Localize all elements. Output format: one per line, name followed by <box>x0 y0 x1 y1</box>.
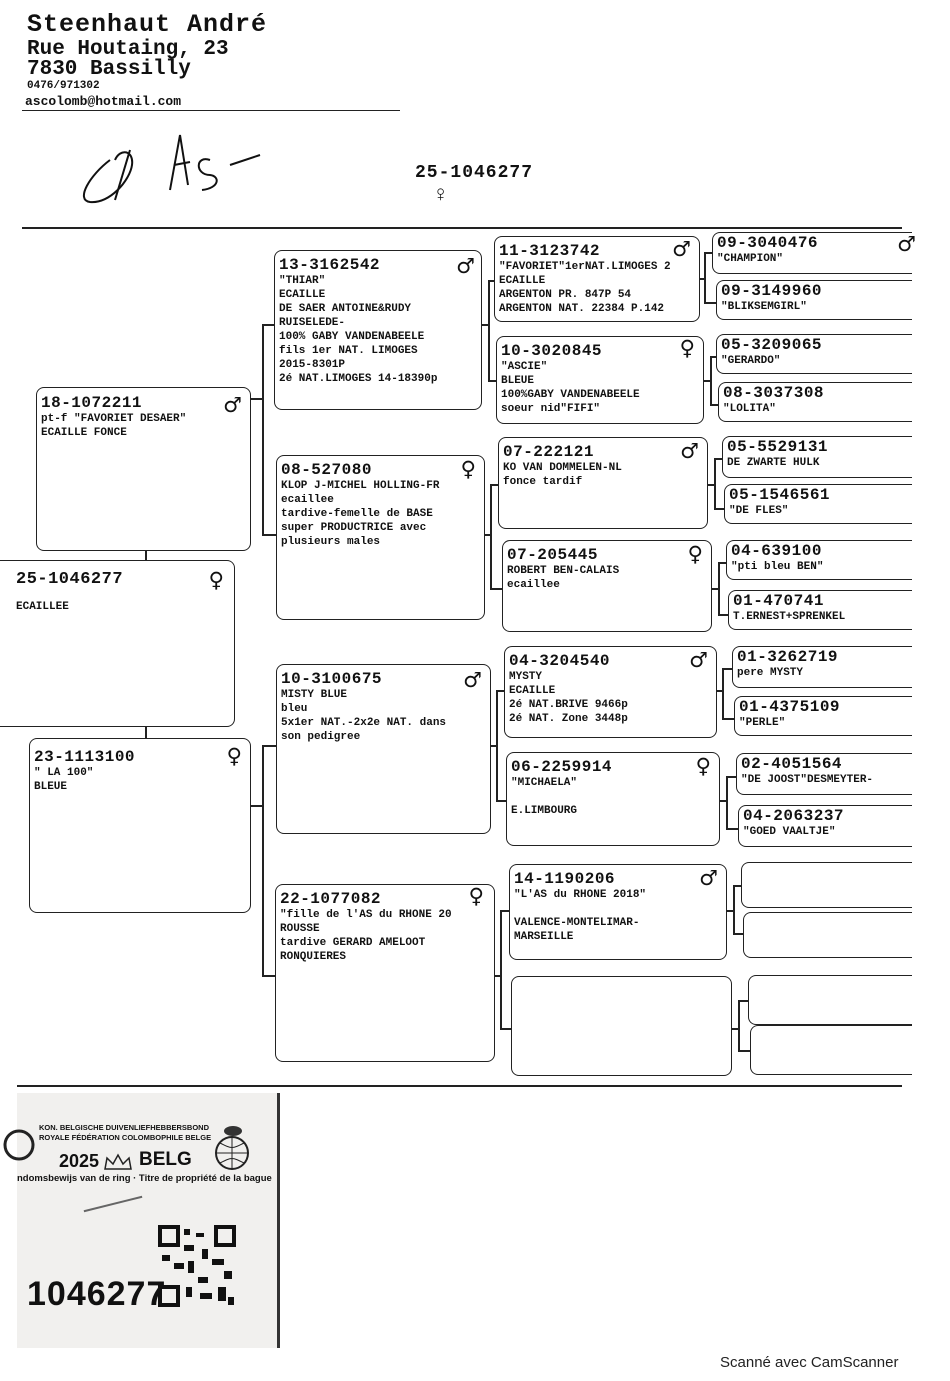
card-line: plusieurs males <box>281 536 381 548</box>
card-line: MISTY BLUE <box>281 689 348 701</box>
card-line: 2é NAT.LIMOGES 14-18390p <box>279 373 438 385</box>
ring-number: 08-3037308 <box>723 384 825 402</box>
ring-number: 04-639100 <box>731 542 822 560</box>
pedigree-card-dam-sire <box>276 664 491 834</box>
card-line: VALENCE-MONTELIMAR- <box>514 917 640 929</box>
connector <box>722 668 732 670</box>
connector <box>722 718 734 720</box>
pedigree-title-ring: 25-1046277 <box>415 163 534 183</box>
connector <box>726 776 728 828</box>
pedigree-card-sire-sire <box>274 250 482 410</box>
female-icon: ♀ <box>208 568 224 592</box>
connector <box>500 910 502 1028</box>
male-icon: ♂ <box>897 232 916 256</box>
pedigree-card-gen4 <box>712 232 916 274</box>
ring-number: 14-1190206 <box>514 870 616 888</box>
ring-number: 10-3100675 <box>281 670 383 688</box>
pedigree-card-gen4-empty <box>750 1025 912 1075</box>
owner-city: 7830 Bassilly <box>27 58 191 81</box>
pedigree-card-gen4 <box>722 436 912 478</box>
female-icon: ♀ <box>226 744 242 768</box>
connector <box>488 280 490 380</box>
card-line: "DE FLES" <box>729 505 789 517</box>
connector <box>733 885 741 887</box>
female-icon: ♀ <box>687 542 703 566</box>
card-line <box>84 1196 143 1212</box>
ring-number: 01-470741 <box>733 592 824 610</box>
female-icon: ♀ <box>679 336 695 360</box>
card-line: ECAILLEE <box>16 601 69 613</box>
card-org-nl: KON. BELGISCHE DUIVENLIEFHEBBERSBOND <box>39 1123 210 1132</box>
pedigree-subject-card <box>0 560 235 727</box>
pedigree-card-dam <box>29 738 251 913</box>
ring-number: 08-527080 <box>281 461 372 479</box>
card-line: RUISELEDE- <box>279 317 346 329</box>
owner-name: Steenhaut André <box>27 10 268 39</box>
ring-number: 05-1546561 <box>729 486 831 504</box>
pedigree-card-gen4 <box>718 382 912 422</box>
connector <box>496 800 506 802</box>
connector <box>710 404 718 406</box>
ring-number: 23-1113100 <box>34 748 136 766</box>
card-line: " LA 100" <box>34 767 94 779</box>
connector <box>500 910 509 912</box>
ring-number: 05-3209065 <box>721 336 823 354</box>
pedigree-card-gen4 <box>728 590 912 630</box>
ring-number: 02-4051564 <box>741 755 843 773</box>
card-line: pere MYSTY <box>737 667 804 679</box>
pedigree-card-gen3-empty <box>511 976 732 1076</box>
ring-number: 07-205445 <box>507 546 598 564</box>
card-line: "THIAR" <box>279 275 326 287</box>
card-line: E.LIMBOURG <box>511 805 578 817</box>
card-line: "PERLE" <box>739 717 786 729</box>
card-line: ECAILLE <box>279 289 326 301</box>
ring-number: 04-2063237 <box>743 807 845 825</box>
card-line: "L'AS du RHONE 2018" <box>514 889 647 901</box>
pedigree-card-gen3 <box>498 437 708 529</box>
card-line: "fille de l'AS du RHONE 20 <box>280 909 452 921</box>
connector <box>250 805 262 807</box>
connector <box>714 508 724 510</box>
card-line: 100% GABY VANDENABEELE <box>279 331 425 343</box>
ring-number: 05-5529131 <box>727 438 829 456</box>
card-line: "MICHAELA" <box>511 777 578 789</box>
card-line: ROBERT BEN-CALAIS <box>507 565 620 577</box>
card-line: KLOP J-MICHEL HOLLING-FR <box>281 480 440 492</box>
ring-number: 04-3204540 <box>509 652 611 670</box>
card-line: "FAVORIET"1erNAT.LIMOGES 2 <box>499 261 671 273</box>
male-icon: ♂ <box>456 254 475 278</box>
ring-number: 11-3123742 <box>499 242 601 260</box>
card-line: bleu <box>281 703 308 715</box>
pedigree-card-gen4-empty <box>741 862 912 908</box>
card-line: MARSEILLE <box>514 931 574 943</box>
card-line <box>511 790 715 804</box>
connector <box>496 690 498 800</box>
top-rule <box>22 227 902 229</box>
card-line: 5x1er NAT.-2x2e NAT. dans <box>281 717 447 729</box>
connector <box>262 534 276 536</box>
connector <box>718 562 720 614</box>
card-line: BLEUE <box>34 781 68 793</box>
ring-number: 09-3040476 <box>717 234 819 252</box>
pedigree-card-gen3 <box>506 752 720 846</box>
card-line: ARGENTON PR. 847P 54 <box>499 289 632 301</box>
connector <box>704 252 706 302</box>
female-icon: ♀ <box>434 183 448 208</box>
male-icon: ♂ <box>699 866 718 890</box>
pedigree-card-sire-dam <box>276 455 485 620</box>
card-line: "GERARDO" <box>721 355 781 367</box>
card-line: fils 1er NAT. LIMOGES <box>279 345 418 357</box>
connector <box>738 1000 740 1050</box>
pedigree-card-gen4 <box>726 540 912 580</box>
connector <box>726 828 738 830</box>
card-line: 100%GABY VANDENABEELE <box>501 389 640 401</box>
card-title: ndomsbewijs van de ring · Titre de propriété de la bague <box>17 1173 272 1184</box>
ring-number: 06-2259914 <box>511 758 613 776</box>
card-line: DE ZWARTE HULK <box>727 457 820 469</box>
card-line: "ASCIE" <box>501 361 548 373</box>
card-line: 2é NAT.BRIVE 9466p <box>509 699 628 711</box>
card-line: T.ERNEST+SPRENKEL <box>733 611 846 623</box>
connector <box>704 302 716 304</box>
female-icon: ♀ <box>695 754 711 778</box>
pigeon-globe-icon <box>197 1121 267 1171</box>
scanner-footer: Scanné avec CamScanner <box>720 1354 899 1371</box>
pedigree-card-gen3 <box>496 336 704 424</box>
connector <box>262 975 276 977</box>
card-line: ECAILLE FONCE <box>41 427 127 439</box>
card-org-fr: ROYALE FÉDÉRATION COLOMBOPHILE BELGE <box>39 1133 212 1142</box>
card-line: tardive-femelle de BASE <box>281 508 433 520</box>
card-line: ecaillee <box>281 494 334 506</box>
connector <box>726 776 736 778</box>
connector <box>490 588 502 590</box>
connector <box>710 356 712 404</box>
connector <box>733 885 735 933</box>
connector <box>500 1028 511 1030</box>
connector <box>718 614 728 616</box>
ring-ownership-card <box>17 1093 280 1348</box>
connector <box>733 933 743 935</box>
header-underline <box>22 110 400 111</box>
female-icon: ♀ <box>468 884 484 908</box>
card-line: "CHAMPION" <box>717 253 784 265</box>
card-country: BELG <box>139 1149 192 1170</box>
card-line: 2é NAT. Zone 3448p <box>509 713 628 725</box>
pedigree-card-gen3 <box>502 540 712 632</box>
connector <box>738 1050 750 1052</box>
male-icon: ♂ <box>463 668 482 692</box>
owner-phone: 0476/971302 <box>27 80 100 92</box>
pedigree-card-gen4-empty <box>743 912 912 958</box>
pedigree-card-dam-dam <box>275 884 495 1062</box>
connector <box>722 668 724 718</box>
connector <box>262 745 264 975</box>
ring-number: 18-1072211 <box>41 394 143 412</box>
connector <box>714 458 722 460</box>
card-line: RONQUIERES <box>280 951 347 963</box>
ring-number: 13-3162542 <box>279 256 381 274</box>
connector <box>488 380 496 382</box>
connector <box>714 458 716 508</box>
connector <box>145 726 147 738</box>
card-line: tardive GERARD AMELOOT <box>280 937 426 949</box>
card-line: "DE JOOST"DESMEYTER- <box>741 774 874 786</box>
card-line: son pedigree <box>281 731 361 743</box>
pedigree-card-gen4-empty <box>748 975 912 1025</box>
bottom-rule <box>17 1085 902 1087</box>
pedigree-card-gen4 <box>724 484 912 524</box>
ring-number: 07-222121 <box>503 443 594 461</box>
pedigree-card-sire <box>36 387 251 551</box>
card-line: KO VAN DOMMELEN-NL <box>503 462 622 474</box>
pedigree-card-gen4 <box>738 805 912 847</box>
pedigree-card-gen4 <box>716 334 912 374</box>
ring-number: 10-3020845 <box>501 342 603 360</box>
card-line: ARGENTON NAT. 22384 P.142 <box>499 303 665 315</box>
pedigree-card-gen4 <box>732 646 912 688</box>
card-line: "LOLITA" <box>723 403 776 415</box>
male-icon: ♂ <box>672 237 691 261</box>
card-line: ecailleе <box>507 579 560 591</box>
card-line: BLEUE <box>501 375 535 387</box>
card-line: ROUSSE <box>280 923 320 935</box>
card-line: "GOED VAALTJE" <box>743 826 836 838</box>
card-line <box>514 902 722 916</box>
card-line: ECAILLE <box>499 275 546 287</box>
pedigree-card-gen4 <box>716 280 912 320</box>
connector <box>262 324 264 534</box>
card-line: MYSTY <box>509 671 543 683</box>
ring-number: 25-1046277 <box>16 570 124 589</box>
crown-icon <box>103 1153 133 1173</box>
federation-logo-icon <box>17 1123 37 1163</box>
card-line: DE SAER ANTOINE&RUDY <box>279 303 412 315</box>
male-icon: ♂ <box>680 439 699 463</box>
ring-number: 01-4375109 <box>739 698 841 716</box>
owner-street: Rue Houtaing, 23 <box>27 38 229 61</box>
connector <box>250 398 262 400</box>
male-icon: ♂ <box>223 393 242 417</box>
pedigree-card-gen3 <box>509 864 727 960</box>
pedigree-card-gen4 <box>734 696 912 736</box>
connector <box>704 252 712 254</box>
card-line: super PRODUCTRICE avec <box>281 522 427 534</box>
connector <box>490 484 498 486</box>
male-icon: ♂ <box>689 648 708 672</box>
connector <box>718 562 726 564</box>
connector <box>262 745 276 747</box>
connector <box>496 690 504 692</box>
card-line: ECAILLE <box>509 685 556 697</box>
card-line: "BLIKSEMGIRL" <box>721 301 807 313</box>
ring-number: 22-1077082 <box>280 890 382 908</box>
card-line: soeur nid"FIFI" <box>501 403 601 415</box>
card-line: "pti bleu BEN" <box>731 561 824 573</box>
signature <box>70 120 270 210</box>
card-line: fonce tardif <box>503 476 583 488</box>
qr-code <box>158 1225 238 1309</box>
connector <box>738 1000 748 1002</box>
ring-number: 09-3149960 <box>721 282 823 300</box>
owner-email: ascolomb@hotmail.com <box>25 94 182 109</box>
card-line: pt-f "FAVORIET DESAER" <box>41 413 187 425</box>
pedigree-card-gen3 <box>494 236 700 322</box>
pedigree-card-gen4 <box>736 753 912 795</box>
connector <box>490 484 492 588</box>
female-icon: ♀ <box>460 457 476 481</box>
card-ring-number: 1046277 <box>27 1275 167 1313</box>
card-year: 2025 <box>59 1151 100 1171</box>
card-line: 2015-8301P <box>279 359 346 371</box>
pedigree-card-gen3 <box>504 646 717 738</box>
ring-number: 01-3262719 <box>737 648 839 666</box>
